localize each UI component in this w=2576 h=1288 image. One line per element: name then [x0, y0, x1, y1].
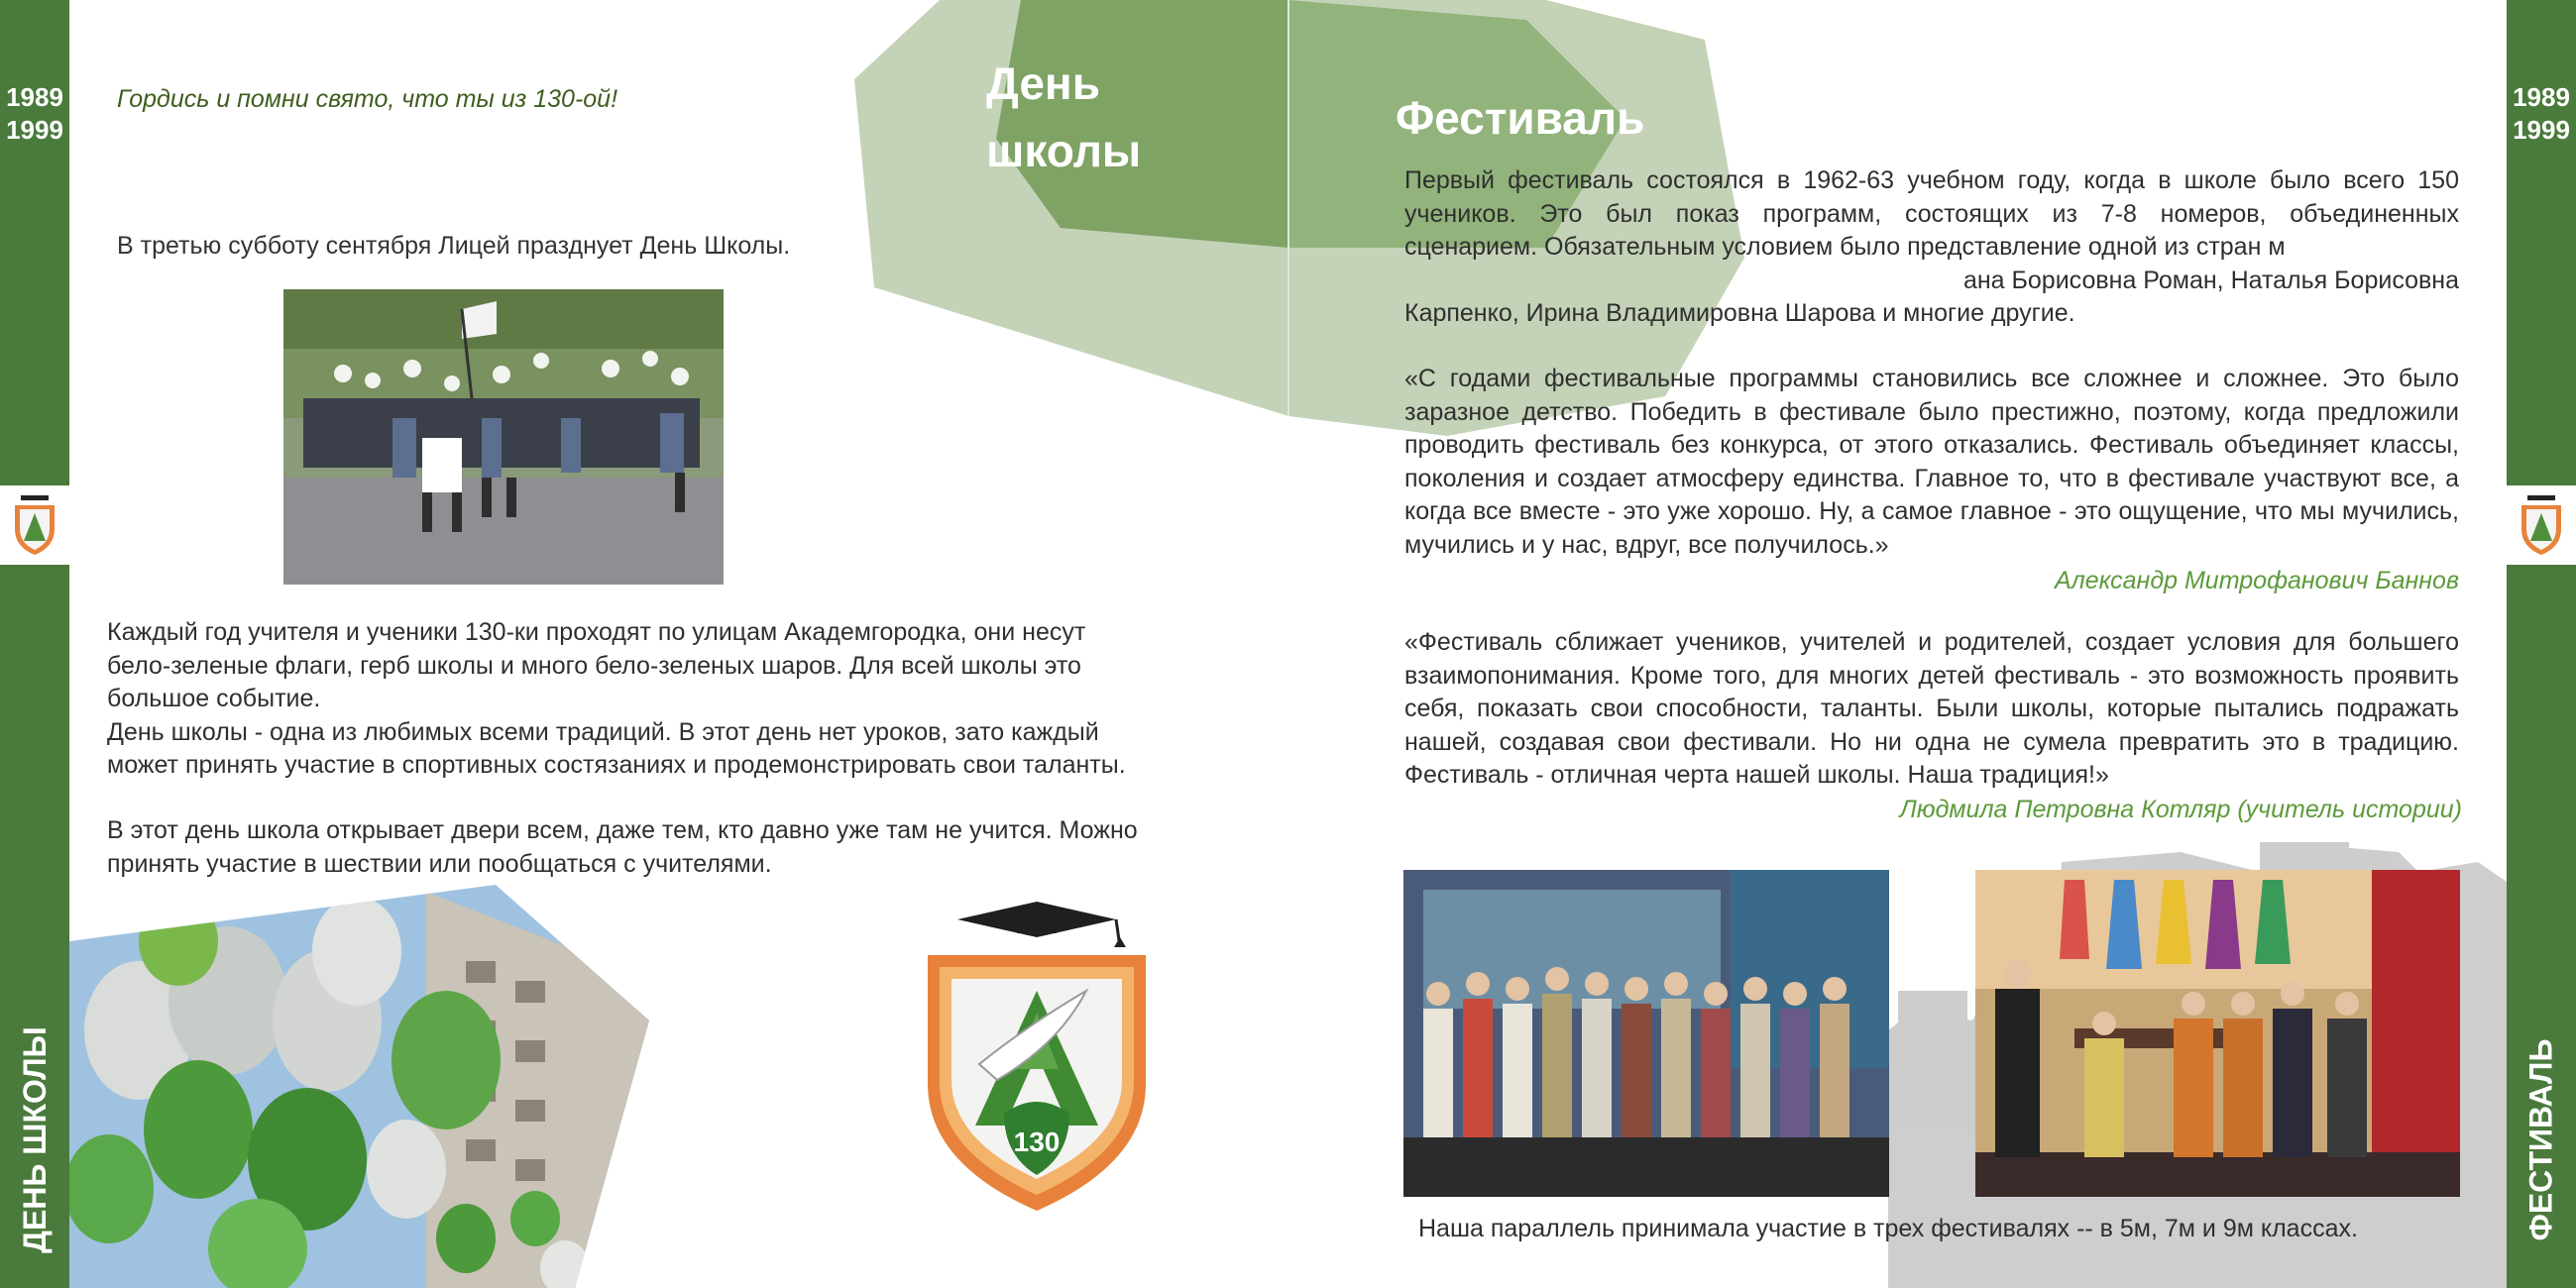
parade-photo	[283, 289, 724, 585]
paragraph-line: ана Борисовна Роман, Наталья Борисовна	[1962, 266, 2459, 294]
festival-stage-photo-2	[1975, 870, 2460, 1197]
left-sidebar-strip	[0, 0, 69, 1288]
festival-quote-1: «С годами фестивальные программы становились все сложнее и сложнее. Это было заразное детство. Победить в фестивале было престижно, поэтому, когда предложили проводить фестиваль без конкурса, от этого отказались. Фестиваль объединяет классы, поколения и создает атмосферу единства. Главное то, что в фестивале участвуют все, а когда все вместе - это уже хорошо. Ну, а самое главное - это ощущение, что мы мучились, мучились и у нас, вдруг, все получилось.»	[1404, 365, 2459, 559]
school-emblem-large	[910, 896, 1164, 1213]
paragraph-line: Каждый год учителя и ученики 130-ки проходят по улицам Академгородка, они несут	[107, 618, 1086, 646]
right-emblem-badge	[2507, 485, 2576, 565]
festival-quote-2: «Фестиваль сближает учеников, учителей и родителей, создает условия для большего взаимопонимания. Кроме того, для многих детей фестиваль - это возможность проявить себя, показать свои способности, таланты. Были школы, которые пытались подражать нашей, создавая свои фестивали. Но ни одна не сумела превратить это в традицию. Фестиваль - отличная черта нашей школы. Наша традиция!»	[1404, 628, 2459, 789]
emblem-number: 130	[1013, 1127, 1061, 1157]
paragraph-line: Карпенко, Ирина Владимировна Шарова и многие другие.	[1404, 299, 2075, 327]
festival-stage-photo-1	[1403, 870, 1889, 1197]
school-day-heading	[986, 50, 1141, 184]
year-start: 1989	[2513, 82, 2570, 112]
paragraph-line: может принять участие в спортивных состязаниях и продемонстрировать свои таланты.	[107, 751, 1126, 779]
school-emblem-icon	[11, 493, 58, 557]
year-start: 1989	[6, 82, 63, 112]
paragraph-line: Первый фестиваль состоялся в 1962-63 учебном году, когда в школе было всего 150	[1404, 166, 2459, 194]
year-end: 1999	[2513, 115, 2570, 145]
left-section-title: ДЕНЬ ШКОЛЫ	[16, 1025, 53, 1253]
school-emblem-icon	[2518, 493, 2565, 557]
paragraph-line: большое событие.	[107, 685, 321, 712]
school-day-heading-line1: День	[986, 57, 1100, 109]
left-vertical-label	[0, 1011, 69, 1268]
paragraph-line: В этот день школа открывает двери всем, даже тем, кто давно уже там не учится. Можно	[107, 816, 1138, 844]
festival-heading: Фестиваль	[1396, 92, 1645, 144]
right-vertical-label	[2507, 1011, 2576, 1268]
left-years	[0, 81, 69, 147]
paragraph-line: бело-зеленые флаги, герб школы и много бело-зеленых шаров. Для всей школы это	[107, 651, 1081, 680]
school-motto: Гордись и помни свято, что ты из 130-ой!	[117, 85, 618, 113]
quote-1-author: Александр Митрофанович Баннов	[2054, 567, 2459, 594]
year-end: 1999	[6, 115, 63, 145]
school-day-paragraph-1	[107, 616, 1217, 783]
quote-2-author: Людмила Петровна Котляр (учитель истории)	[1899, 796, 2462, 823]
right-section-title: ФЕСТИВАЛЬ	[2522, 1038, 2559, 1240]
left-emblem-badge	[0, 485, 69, 565]
festival-photo-caption: Наша параллель принимала участие в трех фестивалях -- в 5м, 7м и 9м классах.	[1418, 1215, 2358, 1242]
school-day-heading-line2: школы	[986, 125, 1142, 176]
right-years	[2507, 81, 2576, 147]
paragraph-line: принять участие в шествии или пообщаться с учителями.	[107, 849, 772, 878]
paragraph-line: День школы - одна из любимых всеми традиций. В этот день нет уроков, зато каждый	[107, 717, 1099, 746]
school-day-paragraph-2	[107, 814, 1217, 881]
right-sidebar-strip	[2507, 0, 2576, 1288]
festival-intro-paragraph	[1404, 164, 2459, 331]
paragraph-line: сценарием. Обязательным условием было представление одной из стран м	[1404, 233, 2286, 261]
paragraph-line: учеников. Это был показ программ, состоящих из 7-8 номеров, объединенных	[1404, 199, 2459, 228]
school-day-intro: В третью субботу сентября Лицей празднует День Школы.	[117, 232, 791, 260]
